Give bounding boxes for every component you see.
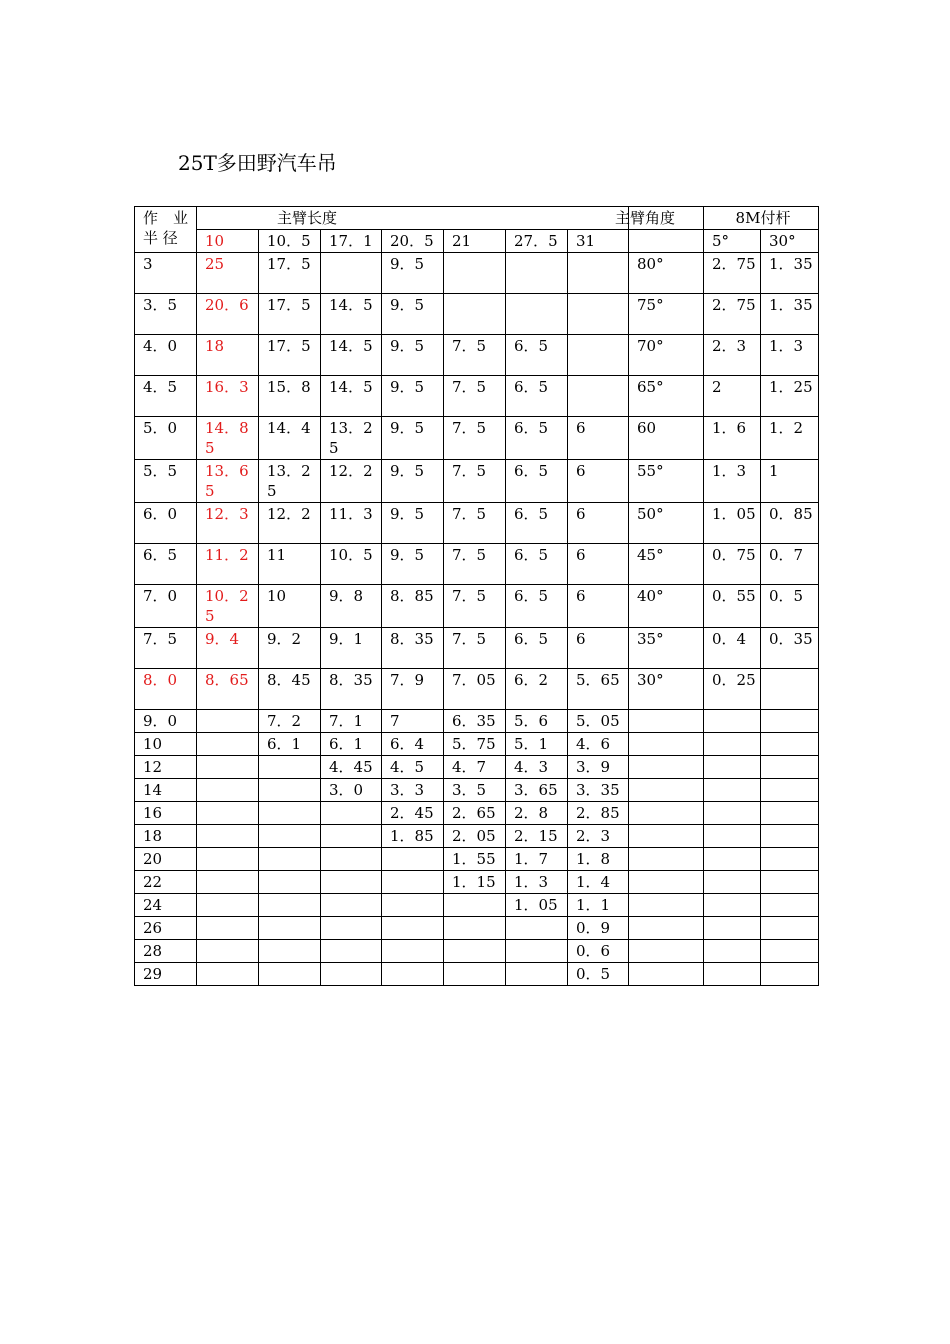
table-cell xyxy=(197,894,259,917)
table-cell: 0．75 xyxy=(704,544,761,585)
table-cell: 4．7 xyxy=(444,756,506,779)
table-cell: 8．45 xyxy=(259,669,321,710)
subheader-cell: 5° xyxy=(704,230,761,253)
table-cell xyxy=(259,871,321,894)
table-cell: 2．3 xyxy=(568,825,629,848)
table-cell: 14．5 xyxy=(321,335,382,376)
table-cell: 6 xyxy=(568,585,629,628)
table-cell: 17．5 xyxy=(259,335,321,376)
radius-cell: 6．0 xyxy=(135,503,197,544)
table-cell xyxy=(321,894,382,917)
radius-label-line1: 作 业 xyxy=(143,209,189,227)
table-cell xyxy=(704,710,761,733)
table-cell: 12．3 xyxy=(197,503,259,544)
table-cell xyxy=(761,733,819,756)
table-row xyxy=(135,253,819,294)
table-cell xyxy=(444,917,506,940)
table-cell: 6 xyxy=(568,544,629,585)
subheader-cell: 10 xyxy=(197,230,259,253)
table-cell xyxy=(197,779,259,802)
table-cell: 7．05 xyxy=(444,669,506,710)
boom-angle-header xyxy=(615,207,704,230)
table-cell xyxy=(568,294,629,335)
table-cell xyxy=(321,848,382,871)
table-cell: 1．25 xyxy=(761,376,819,417)
table-cell xyxy=(197,756,259,779)
subheader-cell: 31 xyxy=(568,230,629,253)
table-cell: 0．4 xyxy=(704,628,761,669)
table-cell: 5．1 xyxy=(506,733,568,756)
table-cell: 1．05 xyxy=(704,503,761,544)
table-cell: 2．3 xyxy=(704,335,761,376)
table-cell: 2．75 xyxy=(704,253,761,294)
radius-cell: 3．5 xyxy=(135,294,197,335)
table-cell: 1．3 xyxy=(704,460,761,503)
table-cell: 6．4 xyxy=(382,733,444,756)
table-cell: 1．2 xyxy=(761,417,819,460)
table-cell: 14．5 xyxy=(321,294,382,335)
table-cell xyxy=(629,894,704,917)
table-cell xyxy=(568,376,629,417)
table-cell: 18 xyxy=(197,335,259,376)
table-cell: 1．35 xyxy=(761,294,819,335)
table-row xyxy=(135,940,819,963)
table-cell xyxy=(321,963,382,986)
table-cell xyxy=(761,848,819,871)
table-cell xyxy=(444,963,506,986)
table-cell xyxy=(506,963,568,986)
table-cell xyxy=(761,710,819,733)
table-cell xyxy=(382,940,444,963)
table-cell xyxy=(259,848,321,871)
subheader-row xyxy=(135,230,819,253)
table-cell xyxy=(259,825,321,848)
table-cell: 0．55 xyxy=(704,585,761,628)
radius-cell: 3 xyxy=(135,253,197,294)
table-cell: 6 xyxy=(568,417,629,460)
radius-header-cell xyxy=(135,207,197,253)
table-cell: 7．5 xyxy=(444,460,506,503)
table-cell: 16．3 xyxy=(197,376,259,417)
radius-cell: 4．0 xyxy=(135,335,197,376)
table-cell: 11 xyxy=(259,544,321,585)
table-cell: 1．3 xyxy=(506,871,568,894)
table-cell xyxy=(704,917,761,940)
subheader-cell: 27．5 xyxy=(506,230,568,253)
table-cell: 7．9 xyxy=(382,669,444,710)
table-cell xyxy=(761,917,819,940)
table-cell: 7．5 xyxy=(444,376,506,417)
table-cell: 60 xyxy=(629,417,704,460)
table-cell xyxy=(197,825,259,848)
table-cell: 3．35 xyxy=(568,779,629,802)
table-cell: 6．5 xyxy=(506,544,568,585)
table-cell xyxy=(506,294,568,335)
table-cell xyxy=(761,802,819,825)
table-row xyxy=(135,871,819,894)
table-cell: 3．5 xyxy=(444,779,506,802)
table-cell: 11．2 xyxy=(197,544,259,585)
table-cell xyxy=(629,871,704,894)
table-cell xyxy=(382,917,444,940)
table-cell xyxy=(259,779,321,802)
table-cell: 2．15 xyxy=(506,825,568,848)
load-chart-table xyxy=(134,206,819,986)
table-cell: 0．5 xyxy=(568,963,629,986)
table-cell: 6．1 xyxy=(321,733,382,756)
radius-cell: 12 xyxy=(135,756,197,779)
table-cell: 1．7 xyxy=(506,848,568,871)
table-row xyxy=(135,733,819,756)
table-cell xyxy=(629,756,704,779)
table-cell xyxy=(704,963,761,986)
table-cell xyxy=(197,917,259,940)
table-cell: 7．5 xyxy=(444,544,506,585)
radius-cell: 28 xyxy=(135,940,197,963)
table-cell: 3．0 xyxy=(321,779,382,802)
table-row xyxy=(135,963,819,986)
table-cell xyxy=(761,756,819,779)
table-cell xyxy=(321,917,382,940)
table-row xyxy=(135,460,819,503)
radius-cell: 22 xyxy=(135,871,197,894)
table-cell: 14．85 xyxy=(197,417,259,460)
boom-length-label: 主臂长度 xyxy=(277,209,338,227)
table-cell xyxy=(259,963,321,986)
radius-label-line2: 半 径 xyxy=(143,229,178,247)
table-cell: 9．5 xyxy=(382,460,444,503)
table-cell: 3．9 xyxy=(568,756,629,779)
radius-cell: 7．5 xyxy=(135,628,197,669)
table-cell xyxy=(629,733,704,756)
subheader-cell: 20．5 xyxy=(382,230,444,253)
table-cell: 8．35 xyxy=(321,669,382,710)
table-row xyxy=(135,779,819,802)
table-cell: 8．35 xyxy=(382,628,444,669)
table-cell: 9．5 xyxy=(382,253,444,294)
table-cell xyxy=(704,825,761,848)
table-cell: 7 xyxy=(382,710,444,733)
table-row xyxy=(135,294,819,335)
table-cell: 50° xyxy=(629,503,704,544)
table-cell: 10．25 xyxy=(197,585,259,628)
table-cell: 1．55 xyxy=(444,848,506,871)
table-cell: 8．65 xyxy=(197,669,259,710)
table-cell: 9．4 xyxy=(197,628,259,669)
table-row xyxy=(135,628,819,669)
table-cell xyxy=(321,825,382,848)
radius-cell: 5．0 xyxy=(135,417,197,460)
table-cell: 14．5 xyxy=(321,376,382,417)
table-cell xyxy=(321,940,382,963)
table-row xyxy=(135,417,819,460)
radius-cell: 20 xyxy=(135,848,197,871)
table-cell: 7．5 xyxy=(444,503,506,544)
table-cell: 5．6 xyxy=(506,710,568,733)
table-cell: 17．5 xyxy=(259,294,321,335)
table-cell xyxy=(444,894,506,917)
table-cell xyxy=(761,963,819,986)
table-cell: 7．1 xyxy=(321,710,382,733)
jib-label: 8M付杆 xyxy=(735,209,791,227)
table-cell: 10．5 xyxy=(321,544,382,585)
table-cell: 1．1 xyxy=(568,894,629,917)
subheader-cell xyxy=(629,230,704,253)
table-cell: 12．2 xyxy=(321,460,382,503)
table-cell xyxy=(321,253,382,294)
table-cell: 35° xyxy=(629,628,704,669)
header-row xyxy=(135,207,819,230)
radius-cell: 24 xyxy=(135,894,197,917)
table-cell xyxy=(444,940,506,963)
table-cell: 1．3 xyxy=(761,335,819,376)
table-cell: 4．5 xyxy=(382,756,444,779)
table-cell: 5．05 xyxy=(568,710,629,733)
table-cell: 3．65 xyxy=(506,779,568,802)
table-cell xyxy=(704,940,761,963)
table-cell: 80° xyxy=(629,253,704,294)
table-row xyxy=(135,710,819,733)
table-cell xyxy=(506,917,568,940)
table-cell: 5．65 xyxy=(568,669,629,710)
table-cell: 9．5 xyxy=(382,335,444,376)
table-cell: 8．85 xyxy=(382,585,444,628)
radius-cell: 10 xyxy=(135,733,197,756)
table-row xyxy=(135,585,819,628)
table-cell xyxy=(704,756,761,779)
table-cell: 6．5 xyxy=(506,628,568,669)
table-cell xyxy=(704,871,761,894)
table-cell: 9．8 xyxy=(321,585,382,628)
table-cell: 7．5 xyxy=(444,585,506,628)
table-row xyxy=(135,894,819,917)
table-cell xyxy=(629,963,704,986)
boom-length-header xyxy=(197,207,629,230)
table-cell xyxy=(506,253,568,294)
table-cell xyxy=(629,710,704,733)
table-cell: 14．4 xyxy=(259,417,321,460)
table-cell xyxy=(761,894,819,917)
subheader-cell: 30° xyxy=(761,230,819,253)
radius-cell: 26 xyxy=(135,917,197,940)
table-cell: 6．5 xyxy=(506,585,568,628)
table-cell: 9．1 xyxy=(321,628,382,669)
table-cell xyxy=(704,848,761,871)
table-cell: 1．8 xyxy=(568,848,629,871)
radius-cell: 4．5 xyxy=(135,376,197,417)
table-cell: 2 xyxy=(704,376,761,417)
table-cell xyxy=(259,802,321,825)
table-cell: 5．75 xyxy=(444,733,506,756)
table-cell xyxy=(506,940,568,963)
table-row xyxy=(135,756,819,779)
table-cell xyxy=(761,940,819,963)
table-cell xyxy=(629,779,704,802)
table-cell: 0．7 xyxy=(761,544,819,585)
subheader-cell: 21 xyxy=(444,230,506,253)
table-cell xyxy=(444,294,506,335)
table-cell xyxy=(259,894,321,917)
table-row xyxy=(135,825,819,848)
table-cell: 7．2 xyxy=(259,710,321,733)
table-cell: 9．2 xyxy=(259,628,321,669)
table-cell xyxy=(259,917,321,940)
table-cell: 10 xyxy=(259,585,321,628)
table-cell: 6．5 xyxy=(506,376,568,417)
table-cell: 9．5 xyxy=(382,376,444,417)
table-cell xyxy=(629,802,704,825)
table-cell: 12．2 xyxy=(259,503,321,544)
table-cell xyxy=(259,940,321,963)
table-cell: 13．65 xyxy=(197,460,259,503)
table-cell: 75° xyxy=(629,294,704,335)
table-cell xyxy=(629,917,704,940)
table-row xyxy=(135,848,819,871)
table-cell: 6 xyxy=(568,503,629,544)
table-cell: 0．5 xyxy=(761,585,819,628)
table-row xyxy=(135,917,819,940)
table-cell: 0．9 xyxy=(568,917,629,940)
table-cell: 0．25 xyxy=(704,669,761,710)
subheader-cell: 17．1 xyxy=(321,230,382,253)
table-cell: 7．5 xyxy=(444,417,506,460)
table-cell: 2．8 xyxy=(506,802,568,825)
table-cell: 6．5 xyxy=(506,503,568,544)
table-cell: 1．85 xyxy=(382,825,444,848)
table-cell xyxy=(197,963,259,986)
table-cell: 9．5 xyxy=(382,294,444,335)
table-cell: 13．25 xyxy=(321,417,382,460)
radius-cell: 7．0 xyxy=(135,585,197,628)
table-row xyxy=(135,802,819,825)
table-cell xyxy=(629,825,704,848)
table-cell xyxy=(382,848,444,871)
table-row xyxy=(135,376,819,417)
table-cell xyxy=(629,940,704,963)
table-cell xyxy=(704,894,761,917)
radius-cell: 29 xyxy=(135,963,197,986)
table-cell: 1．15 xyxy=(444,871,506,894)
table-cell xyxy=(761,669,819,710)
table-cell xyxy=(382,894,444,917)
table-cell: 4．3 xyxy=(506,756,568,779)
table-cell: 0．85 xyxy=(761,503,819,544)
table-cell: 65° xyxy=(629,376,704,417)
table-cell: 40° xyxy=(629,585,704,628)
table-cell xyxy=(568,253,629,294)
table-cell: 1．4 xyxy=(568,871,629,894)
table-cell: 3．3 xyxy=(382,779,444,802)
table-cell xyxy=(761,779,819,802)
table-cell xyxy=(761,871,819,894)
table-cell: 4．6 xyxy=(568,733,629,756)
table-cell: 70° xyxy=(629,335,704,376)
table-cell xyxy=(382,871,444,894)
table-cell xyxy=(321,871,382,894)
table-cell: 2．85 xyxy=(568,802,629,825)
table-cell: 6．5 xyxy=(506,335,568,376)
table-cell xyxy=(704,733,761,756)
table-cell: 13．25 xyxy=(259,460,321,503)
table-cell: 9．5 xyxy=(382,544,444,585)
table-row xyxy=(135,544,819,585)
radius-cell: 6．5 xyxy=(135,544,197,585)
boom-angle-label: 主臂角度 xyxy=(615,209,676,227)
table-cell: 55° xyxy=(629,460,704,503)
radius-cell: 18 xyxy=(135,825,197,848)
radius-cell: 9．0 xyxy=(135,710,197,733)
table-cell: 7．5 xyxy=(444,335,506,376)
table-cell: 20．6 xyxy=(197,294,259,335)
table-cell: 30° xyxy=(629,669,704,710)
table-cell xyxy=(629,848,704,871)
radius-cell: 14 xyxy=(135,779,197,802)
table-cell: 45° xyxy=(629,544,704,585)
table-cell xyxy=(197,802,259,825)
table-cell: 0．6 xyxy=(568,940,629,963)
table-cell xyxy=(568,335,629,376)
table-cell: 6．1 xyxy=(259,733,321,756)
radius-cell: 5．5 xyxy=(135,460,197,503)
table-cell xyxy=(382,963,444,986)
table-cell xyxy=(197,871,259,894)
table-cell: 6．2 xyxy=(506,669,568,710)
document-title: 25T多田野汽车吊 xyxy=(178,151,337,175)
table-cell: 2．05 xyxy=(444,825,506,848)
table-cell xyxy=(197,848,259,871)
table-cell: 1．6 xyxy=(704,417,761,460)
table-row xyxy=(135,669,819,710)
table-cell: 2．45 xyxy=(382,802,444,825)
table-cell: 6．35 xyxy=(444,710,506,733)
table-cell xyxy=(444,253,506,294)
table-cell: 9．5 xyxy=(382,417,444,460)
table-cell xyxy=(704,802,761,825)
table-cell: 7．5 xyxy=(444,628,506,669)
table-cell xyxy=(197,710,259,733)
table-row xyxy=(135,503,819,544)
table-cell: 6．5 xyxy=(506,417,568,460)
table-cell xyxy=(321,802,382,825)
table-cell: 0．35 xyxy=(761,628,819,669)
radius-cell: 16 xyxy=(135,802,197,825)
table-cell: 25 xyxy=(197,253,259,294)
subheader-cell: 10．5 xyxy=(259,230,321,253)
table-cell: 1．35 xyxy=(761,253,819,294)
table-cell: 6．5 xyxy=(506,460,568,503)
table-row xyxy=(135,335,819,376)
table-cell: 2．65 xyxy=(444,802,506,825)
table-cell xyxy=(761,825,819,848)
table-cell: 15．8 xyxy=(259,376,321,417)
table-cell: 2．75 xyxy=(704,294,761,335)
table-cell: 1．05 xyxy=(506,894,568,917)
table-cell: 1 xyxy=(761,460,819,503)
table-cell: 17．5 xyxy=(259,253,321,294)
jib-header xyxy=(704,207,819,230)
table-cell: 9．5 xyxy=(382,503,444,544)
table-cell xyxy=(704,779,761,802)
table-cell: 11．3 xyxy=(321,503,382,544)
table-cell: 4．45 xyxy=(321,756,382,779)
table-cell xyxy=(259,756,321,779)
table-cell: 6 xyxy=(568,460,629,503)
table-cell xyxy=(197,940,259,963)
table-cell xyxy=(197,733,259,756)
radius-cell: 8．0 xyxy=(135,669,197,710)
table-cell: 6 xyxy=(568,628,629,669)
